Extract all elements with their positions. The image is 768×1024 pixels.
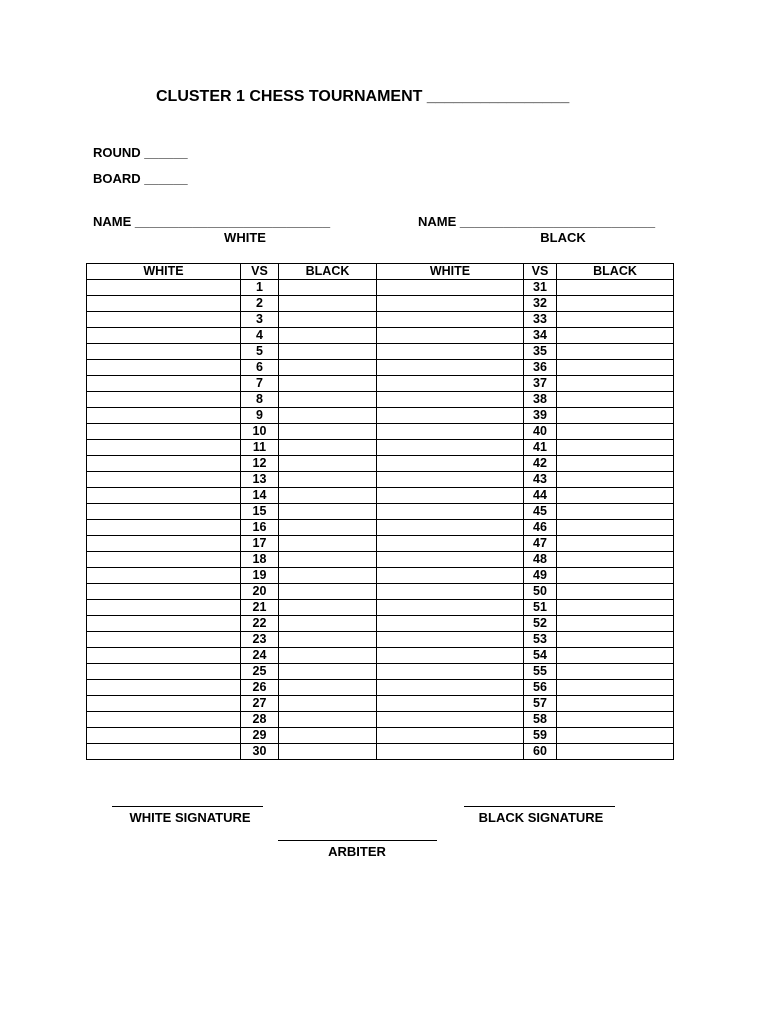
- move-number: 54: [524, 648, 557, 664]
- table-row: [87, 344, 674, 360]
- black-move-cell[interactable]: [557, 664, 674, 680]
- move-number: 32: [524, 296, 557, 312]
- white-move-cell[interactable]: [377, 440, 524, 456]
- black-signature-line: [464, 806, 615, 807]
- move-number: 9: [241, 408, 279, 424]
- black-move-cell[interactable]: [279, 328, 377, 344]
- white-move-cell[interactable]: [87, 728, 241, 744]
- black-move-cell[interactable]: [279, 648, 377, 664]
- white-move-cell[interactable]: [87, 456, 241, 472]
- black-move-cell[interactable]: [279, 488, 377, 504]
- move-number: 25: [241, 664, 279, 680]
- black-name-field: NAME ___________________________: [418, 214, 656, 229]
- move-number: 27: [241, 696, 279, 712]
- move-number: 47: [524, 536, 557, 552]
- white-move-cell[interactable]: [87, 632, 241, 648]
- white-move-cell[interactable]: [377, 584, 524, 600]
- black-move-cell[interactable]: [279, 584, 377, 600]
- black-move-cell[interactable]: [557, 568, 674, 584]
- table-row: [87, 712, 674, 728]
- black-move-cell[interactable]: [557, 600, 674, 616]
- white-move-cell[interactable]: [377, 376, 524, 392]
- move-number: 10: [241, 424, 279, 440]
- white-move-cell[interactable]: [87, 504, 241, 520]
- black-move-cell[interactable]: [557, 296, 674, 312]
- table-row: [87, 504, 674, 520]
- black-move-cell[interactable]: [557, 616, 674, 632]
- white-move-cell[interactable]: [377, 312, 524, 328]
- move-number: 16: [241, 520, 279, 536]
- white-move-cell[interactable]: [377, 408, 524, 424]
- black-move-cell[interactable]: [557, 680, 674, 696]
- move-number: 19: [241, 568, 279, 584]
- black-move-cell[interactable]: [279, 456, 377, 472]
- black-move-cell[interactable]: [557, 360, 674, 376]
- black-move-cell[interactable]: [279, 536, 377, 552]
- black-move-cell[interactable]: [279, 744, 377, 760]
- move-number: 14: [241, 488, 279, 504]
- table-row: [87, 328, 674, 344]
- move-number: 21: [241, 600, 279, 616]
- table-header-row: [87, 264, 674, 280]
- white-move-cell[interactable]: [87, 536, 241, 552]
- black-move-cell[interactable]: [557, 504, 674, 520]
- black-move-cell[interactable]: [557, 424, 674, 440]
- white-move-cell[interactable]: [377, 424, 524, 440]
- move-number: 28: [241, 712, 279, 728]
- white-move-cell[interactable]: [377, 280, 524, 296]
- move-number: 31: [524, 280, 557, 296]
- header-black: BLACK: [557, 264, 674, 280]
- white-signature-label: WHITE SIGNATURE: [129, 810, 251, 825]
- black-move-cell[interactable]: [279, 680, 377, 696]
- white-move-cell[interactable]: [377, 536, 524, 552]
- black-move-cell[interactable]: [557, 408, 674, 424]
- black-move-cell[interactable]: [557, 472, 674, 488]
- table-row: [87, 424, 674, 440]
- black-move-cell[interactable]: [279, 600, 377, 616]
- black-move-cell[interactable]: [557, 744, 674, 760]
- white-move-cell[interactable]: [377, 360, 524, 376]
- black-move-cell[interactable]: [279, 376, 377, 392]
- white-move-cell[interactable]: [377, 504, 524, 520]
- white-move-cell[interactable]: [87, 328, 241, 344]
- black-move-cell[interactable]: [279, 728, 377, 744]
- table-row: [87, 648, 674, 664]
- white-move-cell[interactable]: [87, 568, 241, 584]
- white-move-cell[interactable]: [87, 312, 241, 328]
- black-move-cell[interactable]: [279, 312, 377, 328]
- move-number: 55: [524, 664, 557, 680]
- black-move-cell[interactable]: [279, 392, 377, 408]
- move-number: 17: [241, 536, 279, 552]
- move-number: 38: [524, 392, 557, 408]
- black-move-cell[interactable]: [279, 696, 377, 712]
- black-move-cell[interactable]: [279, 408, 377, 424]
- white-move-cell[interactable]: [87, 472, 241, 488]
- table-row: [87, 296, 674, 312]
- white-move-cell[interactable]: [87, 344, 241, 360]
- arbiter-signature-line: [278, 840, 437, 841]
- black-move-cell[interactable]: [557, 312, 674, 328]
- move-number: 33: [524, 312, 557, 328]
- move-number: 53: [524, 632, 557, 648]
- black-move-cell[interactable]: [557, 552, 674, 568]
- move-number: 6: [241, 360, 279, 376]
- black-move-cell[interactable]: [557, 488, 674, 504]
- black-move-cell[interactable]: [557, 536, 674, 552]
- table-row: [87, 616, 674, 632]
- move-number: 60: [524, 744, 557, 760]
- white-move-cell[interactable]: [377, 600, 524, 616]
- black-move-cell[interactable]: [557, 696, 674, 712]
- white-move-cell[interactable]: [87, 440, 241, 456]
- move-number: 57: [524, 696, 557, 712]
- table-row: [87, 664, 674, 680]
- table-row: [87, 584, 674, 600]
- table-row: [87, 472, 674, 488]
- black-name-caption: BLACK: [540, 230, 586, 245]
- move-number: 42: [524, 456, 557, 472]
- table-row: [87, 488, 674, 504]
- white-move-cell[interactable]: [87, 424, 241, 440]
- white-move-cell[interactable]: [87, 744, 241, 760]
- white-move-cell[interactable]: [377, 552, 524, 568]
- move-number: 3: [241, 312, 279, 328]
- black-move-cell[interactable]: [557, 328, 674, 344]
- white-signature-line: [112, 806, 263, 807]
- black-move-cell[interactable]: [557, 584, 674, 600]
- table-row: [87, 456, 674, 472]
- table-row: [87, 632, 674, 648]
- black-move-cell[interactable]: [557, 280, 674, 296]
- move-number: 58: [524, 712, 557, 728]
- arbiter-label: ARBITER: [328, 844, 386, 859]
- move-number: 43: [524, 472, 557, 488]
- black-move-cell[interactable]: [279, 616, 377, 632]
- table-row: [87, 536, 674, 552]
- white-move-cell[interactable]: [87, 680, 241, 696]
- table-row: [87, 680, 674, 696]
- black-move-cell[interactable]: [279, 440, 377, 456]
- table-row: [87, 376, 674, 392]
- white-move-cell[interactable]: [377, 392, 524, 408]
- table-row: [87, 360, 674, 376]
- black-move-cell[interactable]: [557, 520, 674, 536]
- white-name-field: NAME ___________________________: [93, 214, 331, 229]
- move-number: 45: [524, 504, 557, 520]
- move-number: 22: [241, 616, 279, 632]
- move-number: 20: [241, 584, 279, 600]
- move-number: 48: [524, 552, 557, 568]
- move-number: 4: [241, 328, 279, 344]
- header-black: BLACK: [279, 264, 377, 280]
- black-move-cell[interactable]: [557, 344, 674, 360]
- white-move-cell[interactable]: [377, 712, 524, 728]
- white-move-cell[interactable]: [377, 696, 524, 712]
- move-number: 35: [524, 344, 557, 360]
- black-move-cell[interactable]: [557, 392, 674, 408]
- white-move-cell[interactable]: [377, 488, 524, 504]
- table-row: [87, 520, 674, 536]
- move-number: 50: [524, 584, 557, 600]
- header-vs: VS: [241, 264, 279, 280]
- white-move-cell[interactable]: [87, 648, 241, 664]
- move-number: 11: [241, 440, 279, 456]
- black-move-cell[interactable]: [279, 472, 377, 488]
- white-move-cell[interactable]: [377, 568, 524, 584]
- white-move-cell[interactable]: [377, 616, 524, 632]
- move-number: 5: [241, 344, 279, 360]
- white-move-cell[interactable]: [87, 392, 241, 408]
- white-move-cell[interactable]: [377, 744, 524, 760]
- black-move-cell[interactable]: [279, 296, 377, 312]
- move-number: 44: [524, 488, 557, 504]
- white-move-cell[interactable]: [87, 488, 241, 504]
- white-move-cell[interactable]: [377, 328, 524, 344]
- white-move-cell[interactable]: [87, 552, 241, 568]
- white-move-cell[interactable]: [377, 632, 524, 648]
- move-number: 51: [524, 600, 557, 616]
- move-number: 7: [241, 376, 279, 392]
- white-move-cell[interactable]: [87, 584, 241, 600]
- white-name-caption: WHITE: [224, 230, 266, 245]
- white-move-cell[interactable]: [377, 296, 524, 312]
- table-row: [87, 280, 674, 296]
- header-vs: VS: [524, 264, 557, 280]
- header-white: WHITE: [87, 264, 241, 280]
- black-move-cell[interactable]: [557, 376, 674, 392]
- black-move-cell[interactable]: [557, 712, 674, 728]
- table-body: [87, 280, 674, 760]
- table-row: [87, 600, 674, 616]
- black-move-cell[interactable]: [279, 360, 377, 376]
- move-number: 13: [241, 472, 279, 488]
- white-move-cell[interactable]: [87, 712, 241, 728]
- table-row: [87, 552, 674, 568]
- move-number: 40: [524, 424, 557, 440]
- white-move-cell[interactable]: [377, 648, 524, 664]
- move-number: 12: [241, 456, 279, 472]
- page-title: CLUSTER 1 CHESS TOURNAMENT ________________: [156, 88, 570, 105]
- black-move-cell[interactable]: [557, 728, 674, 744]
- white-move-cell[interactable]: [377, 472, 524, 488]
- white-move-cell[interactable]: [87, 408, 241, 424]
- move-number: 8: [241, 392, 279, 408]
- black-move-cell[interactable]: [279, 552, 377, 568]
- move-number: 24: [241, 648, 279, 664]
- white-move-cell[interactable]: [377, 520, 524, 536]
- white-move-cell[interactable]: [377, 680, 524, 696]
- move-number: 36: [524, 360, 557, 376]
- white-move-cell[interactable]: [87, 376, 241, 392]
- white-move-cell[interactable]: [87, 616, 241, 632]
- black-move-cell[interactable]: [279, 424, 377, 440]
- black-move-cell[interactable]: [279, 712, 377, 728]
- black-move-cell[interactable]: [279, 504, 377, 520]
- table-row: [87, 408, 674, 424]
- black-move-cell[interactable]: [279, 280, 377, 296]
- table-row: [87, 312, 674, 328]
- round-field: ROUND ______: [93, 145, 188, 160]
- move-number: 1: [241, 280, 279, 296]
- black-move-cell[interactable]: [279, 632, 377, 648]
- white-move-cell[interactable]: [87, 600, 241, 616]
- move-number: 46: [524, 520, 557, 536]
- move-number: 18: [241, 552, 279, 568]
- white-move-cell[interactable]: [87, 280, 241, 296]
- move-number: 39: [524, 408, 557, 424]
- move-number: 41: [524, 440, 557, 456]
- white-move-cell[interactable]: [377, 728, 524, 744]
- move-number: 49: [524, 568, 557, 584]
- move-number: 30: [241, 744, 279, 760]
- table-row: [87, 440, 674, 456]
- black-move-cell[interactable]: [279, 344, 377, 360]
- move-number: 37: [524, 376, 557, 392]
- black-move-cell[interactable]: [557, 456, 674, 472]
- header-white: WHITE: [377, 264, 524, 280]
- table-row: [87, 696, 674, 712]
- white-move-cell[interactable]: [377, 664, 524, 680]
- black-move-cell[interactable]: [279, 520, 377, 536]
- move-number: 15: [241, 504, 279, 520]
- move-number: 56: [524, 680, 557, 696]
- black-move-cell[interactable]: [557, 632, 674, 648]
- move-number: 52: [524, 616, 557, 632]
- black-signature-label: BLACK SIGNATURE: [478, 810, 604, 825]
- white-move-cell[interactable]: [87, 296, 241, 312]
- table-row: [87, 392, 674, 408]
- black-move-cell[interactable]: [557, 440, 674, 456]
- table-row: [87, 744, 674, 760]
- white-move-cell[interactable]: [87, 360, 241, 376]
- white-move-cell[interactable]: [87, 696, 241, 712]
- move-number: 29: [241, 728, 279, 744]
- board-field: BOARD ______: [93, 171, 188, 186]
- black-move-cell[interactable]: [279, 568, 377, 584]
- move-number: 2: [241, 296, 279, 312]
- black-move-cell[interactable]: [557, 648, 674, 664]
- white-move-cell[interactable]: [87, 664, 241, 680]
- table-row: [87, 568, 674, 584]
- white-move-cell[interactable]: [377, 344, 524, 360]
- table-row: [87, 728, 674, 744]
- black-move-cell[interactable]: [279, 664, 377, 680]
- move-number: 34: [524, 328, 557, 344]
- score-table: [86, 263, 674, 760]
- move-number: 59: [524, 728, 557, 744]
- white-move-cell[interactable]: [377, 456, 524, 472]
- white-move-cell[interactable]: [87, 520, 241, 536]
- move-number: 26: [241, 680, 279, 696]
- move-number: 23: [241, 632, 279, 648]
